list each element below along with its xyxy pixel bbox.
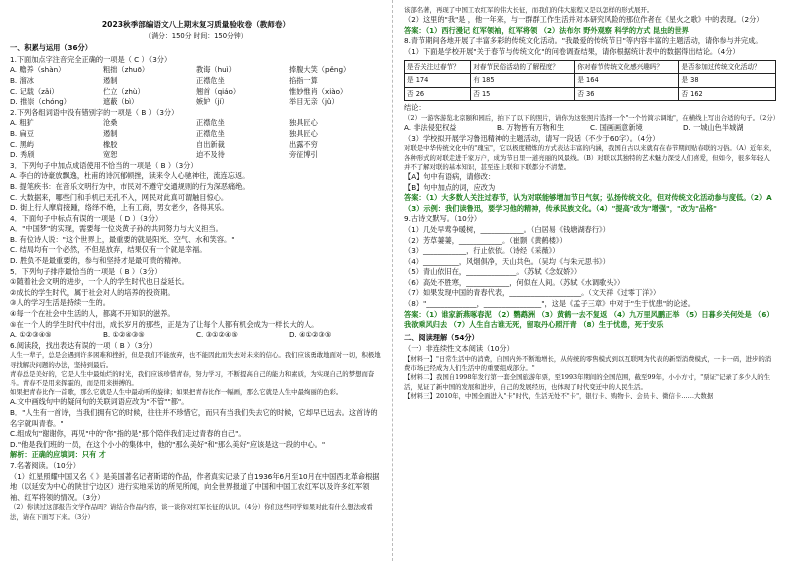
option-cell: 捧腹大笑（pěng） (289, 65, 351, 75)
option-cell: B. 溜冰 (10, 75, 34, 85)
option-cell: 举目无亲（jǔ） (289, 97, 339, 107)
sentence-item: ⑤在一个人的学生时代中付出，成长岁月的那些，正是为了让每个人都有机会成为一样长大的人。 (10, 319, 319, 329)
option-line: D. 胜负不是最重要的，参与和坚持才是最可贵的精神。 (10, 256, 186, 266)
conclusion-label: 结论： (404, 103, 426, 113)
option-cell: 橡胶 (103, 139, 118, 149)
answer-text: 答案：（1）大多数人关注过春节，认为对联能够增加节日气氛；弘扬传统文化，但对传统文化活动参与度低。（2）A（3）示例：我们读鲁迅，要学习他的精神，传承民族文化。（4）"提高"改为"增强"，"改为"品格" (404, 193, 772, 213)
question-paragraph: （2）这里的"我"是 ，他一年来，与一群群工作生活并对本研究风险的那位作者在《星火之歌》中的表现。（2分） (404, 15, 764, 25)
option-cell: 遏制 (103, 75, 118, 85)
option-cell: 伫立（zhù） (103, 86, 145, 96)
table-header: 对春节民俗活动的了解程度？ (471, 60, 575, 74)
question-stem: 5．下列句子排序最恰当的一项是（ B ）（3分） (10, 266, 162, 276)
question-stem: 4．下面句子中标点有误的一项是（ D ）（3分） (10, 213, 163, 223)
right-column (404, 6, 780, 401)
question-paragraph: （1）下面是学校开展"关于春节与传统文化"的问卷调查结果，请你根据统计表中的数据得出结论。（4分） (404, 46, 740, 56)
question-paragraph: （3）学校拟开展学习鲁迅精神的主题活动，请写一段话（不少于60字）。（4分） (404, 133, 660, 143)
option-row (10, 140, 382, 151)
option-cell: 正襟危坐 (196, 75, 225, 85)
option-cell: 自出新裁 (196, 139, 225, 149)
left-column (10, 6, 382, 522)
survey-table (404, 60, 776, 102)
sentence-item: ①随着社会文明的进步，一个人的学生时代也日益延长。 (10, 277, 189, 287)
question-stem: 8.青节期间各地开展了丰富多彩的传统文化活动。"我最爱的传统节日"等内容丰富的主题活动，请你参与并完成。 (404, 36, 763, 46)
option-cell: B. 扁豆 (10, 128, 34, 138)
option-cell: 出露不穷 (289, 139, 318, 149)
table-header: 是否参加过传统文化活动？ (679, 60, 776, 74)
option-cell: 粗拙（zhuō） (103, 65, 150, 75)
exam-meta: （满分：150分 时间：150分钟） (144, 31, 248, 40)
option-cell: 掐指一算 (289, 75, 318, 85)
option-row (404, 123, 776, 134)
option-cell: D. 一城山色半城湖 (683, 123, 744, 133)
section-heading: 一、积累与运用（36分） (10, 43, 92, 53)
option-cell: D. 推崇（chóng） (10, 97, 71, 107)
sentence-item: ③人的学习生活是持续一生的。 (10, 298, 110, 308)
table-cell: 否 36 (575, 87, 679, 101)
option-cell: D. 秀颀 (10, 150, 35, 160)
page-title: 2023秋季部编语文八上期末复习质量验收卷（教师卷） (101, 20, 291, 29)
option-row (10, 129, 382, 140)
table-cell: 有 185 (471, 74, 575, 88)
option-row (10, 65, 382, 76)
poem-line: （1）几处早莺争暖树，____________。（白居易《钱塘湖春行》） (404, 224, 610, 234)
option-row (10, 150, 382, 161)
poem-line: （7）如果发现中国的青春代表，____________________。（文天祥《过零丁洋》） (404, 288, 661, 298)
option-cell: 宽恕 (103, 150, 118, 160)
question-paragraph: （1）红星照耀中国又名《 》是美国著名记者斯诺的作品，作者真实记录了自1936年6月至10月在中国西北革命根据地（以延安为中心的陕甘宁边区）进行实地采访的所见所闻，向全世界报道了中国和中国工农红军以及许多红军领袖、红军将领的情况。（3分） (10, 471, 380, 502)
option-line: B．"人生有一首诗，当我们拥有它的时候，往往并不珍惜它，而只有当我们失去它的时候，它却早已远去。这首诗的名字就叫青春。" (10, 408, 378, 428)
option-cell: C. ③①②④⑤ (196, 330, 238, 340)
option-cell: 沧桑 (103, 118, 118, 128)
option-cell: A. ①②③④⑤ (10, 330, 52, 340)
passage: 青春总是美好的，它是人生中最灿烂的时光，我们应该珍惜青春，努力学习，不断提高自己的能力和素质，为实现自己的梦想而奋斗。青春不是用来挥霍的，而是用来拼搏的。 (10, 369, 375, 388)
column-divider (392, 0, 393, 561)
material-paragraph: 【材料三】2010年，中国全面进入"卡"时代，生活无处不"卡"，银行卡、购物卡、会员卡、微信卡……大数据 (404, 391, 714, 400)
passage: 对联是中华传统文化中的"瑰宝"，它以极度精炼的方式表达丰富的内涵，我国自古以来就有在春节期间贴春联的习俗。（A）近年来，各种形式的对联走进千家万户，成为节日里一道亮丽的风景线。（B）对联以其独特的艺术魅力深受人们喜爱，但如今，很多年轻人并不了解对联的基本知识，甚至连上联和下联都分不清楚。 (404, 144, 776, 171)
question-stem: 1.下面加点字注音完全正确的一项是（ C ）（3分） (10, 54, 172, 64)
table-header: 你对春节传统文化感兴趣吗？ (575, 60, 679, 74)
question-stem: 7.名著阅读。（10分） (10, 460, 80, 470)
question-paragraph: （2）你读过这部报告文学作品吗？请结合作品内容，谈一谈你对红军长征的认识。（4分）你们这些同学如果对此有什么想法或看法，请在下面写下来。（3分） (10, 503, 373, 521)
option-cell: 教诲（huì） (196, 65, 236, 75)
option-row (10, 330, 382, 341)
table-cell: 否 15 (471, 87, 575, 101)
option-cell: 独具匠心 (289, 118, 318, 128)
poem-line: （6）高处不胜寒，____________，何似在人间。（苏轼《水调歌头》） (404, 277, 625, 287)
analysis-label: 解析： (10, 450, 32, 460)
option-cell: 正襟危坐 (196, 128, 225, 138)
option-cell: C. 记载（zǎi） (10, 86, 59, 96)
continued-text: 该部名著，再现了中国工农红军的伟大长征，而我们的伟大旅程又是以怎样的形式展开。 (404, 6, 654, 14)
question-stem: 2.下列各组词语中没有错别字的一项是（ B ）（3分） (10, 107, 179, 117)
table-cell: 是 38 (679, 74, 776, 88)
passage: 人生一辈子，总是会遇到许多困难和挫折，但是我们不能放弃，也不能因此而失去对未来的信心。我们应该勇敢地面对一切，积极地寻找解决问题的办法，坚持到最后。 (10, 351, 381, 369)
option-cell: 遏制 (103, 128, 118, 138)
option-cell: 惟妙惟肖（xiào） (289, 86, 348, 96)
option-line: D. 街上行人摩肩接踵，络绎不绝，上有工商，男女老少，各得其乐。 (10, 203, 229, 213)
material-paragraph: 【材料二】我国自1998年发行第一套全国旅游年票，至1993年期间的全国范围，截至99年，小小方寸，"票证"记录了多少人的生活，见证了新中国的发展和进步，自己的发展经历，也体现了时代变迁中的人民生活。 (404, 373, 771, 391)
table-cell: 否 26 (405, 87, 471, 101)
option-line: B. 有位诗人说："这个世界上，最重要的就是阳光、空气、水和笑容。" (10, 234, 235, 244)
option-line: C. 大数据来，哪些门和手机已无孔不入，网民对此真可谓触目惊心。 (10, 192, 229, 202)
option-cell: 正襟危坐 (196, 118, 225, 128)
question-stem: 3．下列句子中加点成语使用不恰当的一项是（ B ）（3分） (10, 160, 198, 170)
option-cell: C. 国画画意新境 (590, 123, 643, 133)
option-line: A.文中画线句中的疑问句的关联词语应改为"不管""都"。 (10, 397, 189, 407)
material-paragraph: 【材料一】"日常生活中的消费，自国内外不断地增长，从传统的零售模式到以互联网为代表的新型消费模式，一卡一码，进步的消费市场已经成为人们生活中的重要组成部分。" (404, 355, 772, 373)
option-cell: A. 非法侵犯权益 (404, 123, 457, 133)
poem-line: （4）__________，风烟俱净，天山共色。（吴均《与朱元思书》） (404, 256, 610, 266)
subsection-heading: （一）非连续性文本阅读（10分） (404, 344, 514, 354)
option-row (10, 76, 382, 87)
table-cell: 是 174 (405, 74, 471, 88)
sentence-item: ②成长的学生时代，属于社会对人的培养的投资期。 (10, 287, 175, 297)
option-cell: 翘首（qiáo） (196, 86, 241, 96)
poem-line: （5）青山依旧在，______________。（苏轼《念奴娇》） (404, 267, 582, 277)
option-row (10, 87, 382, 98)
option-cell: 独具匠心 (289, 128, 318, 138)
analysis-text: 正确的应填词：只有 才 (31, 450, 106, 460)
option-cell: A. 粗犷 (10, 118, 34, 128)
section-heading: 二、阅读理解（54分） (404, 332, 479, 342)
question-paragraph: （2）一游客游览北京颐和园后，拍下了以下的照片，请你为这张照片选择一个"一个竹简示调地"，在横线上写出合适的句子。（2分） (404, 113, 780, 122)
table-header: 是否关注过春节？ (405, 60, 471, 74)
option-cell: 旁征博引 (289, 150, 318, 160)
table-cell: 否 162 (679, 87, 776, 101)
option-line: D."他是我们班的一员，在这个小小的集体中，他的"那么美好"和"那么美好"应该是这一段的中心。" (10, 439, 326, 449)
sentence-item: ④每一个在社会中生活的人，都离不开知识的滋养。 (10, 309, 175, 319)
question-paragraph: 【A】句中有语病，请修改： (404, 171, 496, 181)
answer-text: 答案：（1）西行漫记 红军领袖，红军将领 （2）法布尔 野外观察 科学的方式 昆虫的世界 (404, 25, 689, 35)
option-cell: 迫不及待 (196, 150, 225, 160)
option-cell: A. 赡养（shàn） (10, 65, 66, 75)
option-cell: 遮蔽（bì） (103, 97, 139, 107)
option-cell: 嫉妒（jí） (196, 97, 229, 107)
option-line: A．"中国梦"的实现，需要每一位炎黄子孙的共同努力与大义担当。 (10, 224, 223, 234)
option-line: A. 李白的诗豪放飘逸，杜甫的诗沉郁顿挫，读来令人心驰神往，流连忘返。 (10, 171, 250, 181)
table-row (405, 74, 776, 88)
option-cell: D. ④①②③⑤ (289, 330, 332, 340)
table-row (405, 87, 776, 101)
question-paragraph: 【B】句中加点的词，应改为 (404, 182, 496, 192)
option-cell: C. 黑屿 (10, 139, 34, 149)
option-cell: B. 万物皆有万物和生 (497, 123, 565, 133)
table-header-row (405, 60, 776, 74)
option-row (10, 118, 382, 129)
poem-line: （8）"______________，________________"，这是《孟子三章》中对于"生于忧患"的论述。 (404, 299, 695, 309)
question-stem: 9.古诗文默写。（10分） (404, 214, 482, 224)
analysis-line (10, 450, 382, 461)
option-line: B. 提笔疾书：在音乐文明行为中，市民对不遵守交通规则的行为深恶痛绝。 (10, 181, 250, 191)
table-cell: 是 164 (575, 74, 679, 88)
option-cell: B. ①②④③⑤ (103, 330, 145, 340)
passage: 如果把青春比作一首歌，那么它就是人生中最动听的旋律；如果把青春比作一幅画，那么它就是人生中最绚丽的色彩。 (10, 388, 343, 397)
question-stem: 6.阅读段，找出表达有误的一项（ B ）（3分） (10, 340, 157, 350)
answer-text: 答案：（1）谁家新燕啄春泥 （2）鹦鹉洲 （3）黄鹤一去不复返 （4）九万里风鹏正举 （5）日暮乡关何处是 （6）我欲乘风归去 （7）人生自古谁无死，留取丹心照汗青 （8）生于忧患，死于安乐 (404, 309, 774, 330)
option-row (10, 97, 382, 108)
option-line: C. 结局均有一个必然，不但是放弃，结果仅有一个就是幸福。 (10, 245, 207, 255)
poem-line: （3）____________，行止依依。（诗经《采薇》） (404, 246, 560, 256)
option-line: C.组成句"谢谢你，再见"中的"你"指的是"那个陪伴我们走过青春的自己"。 (10, 429, 246, 439)
poem-line: （2）芳草萋萋，____________。（崔颢《黄鹤楼》） (404, 235, 567, 245)
